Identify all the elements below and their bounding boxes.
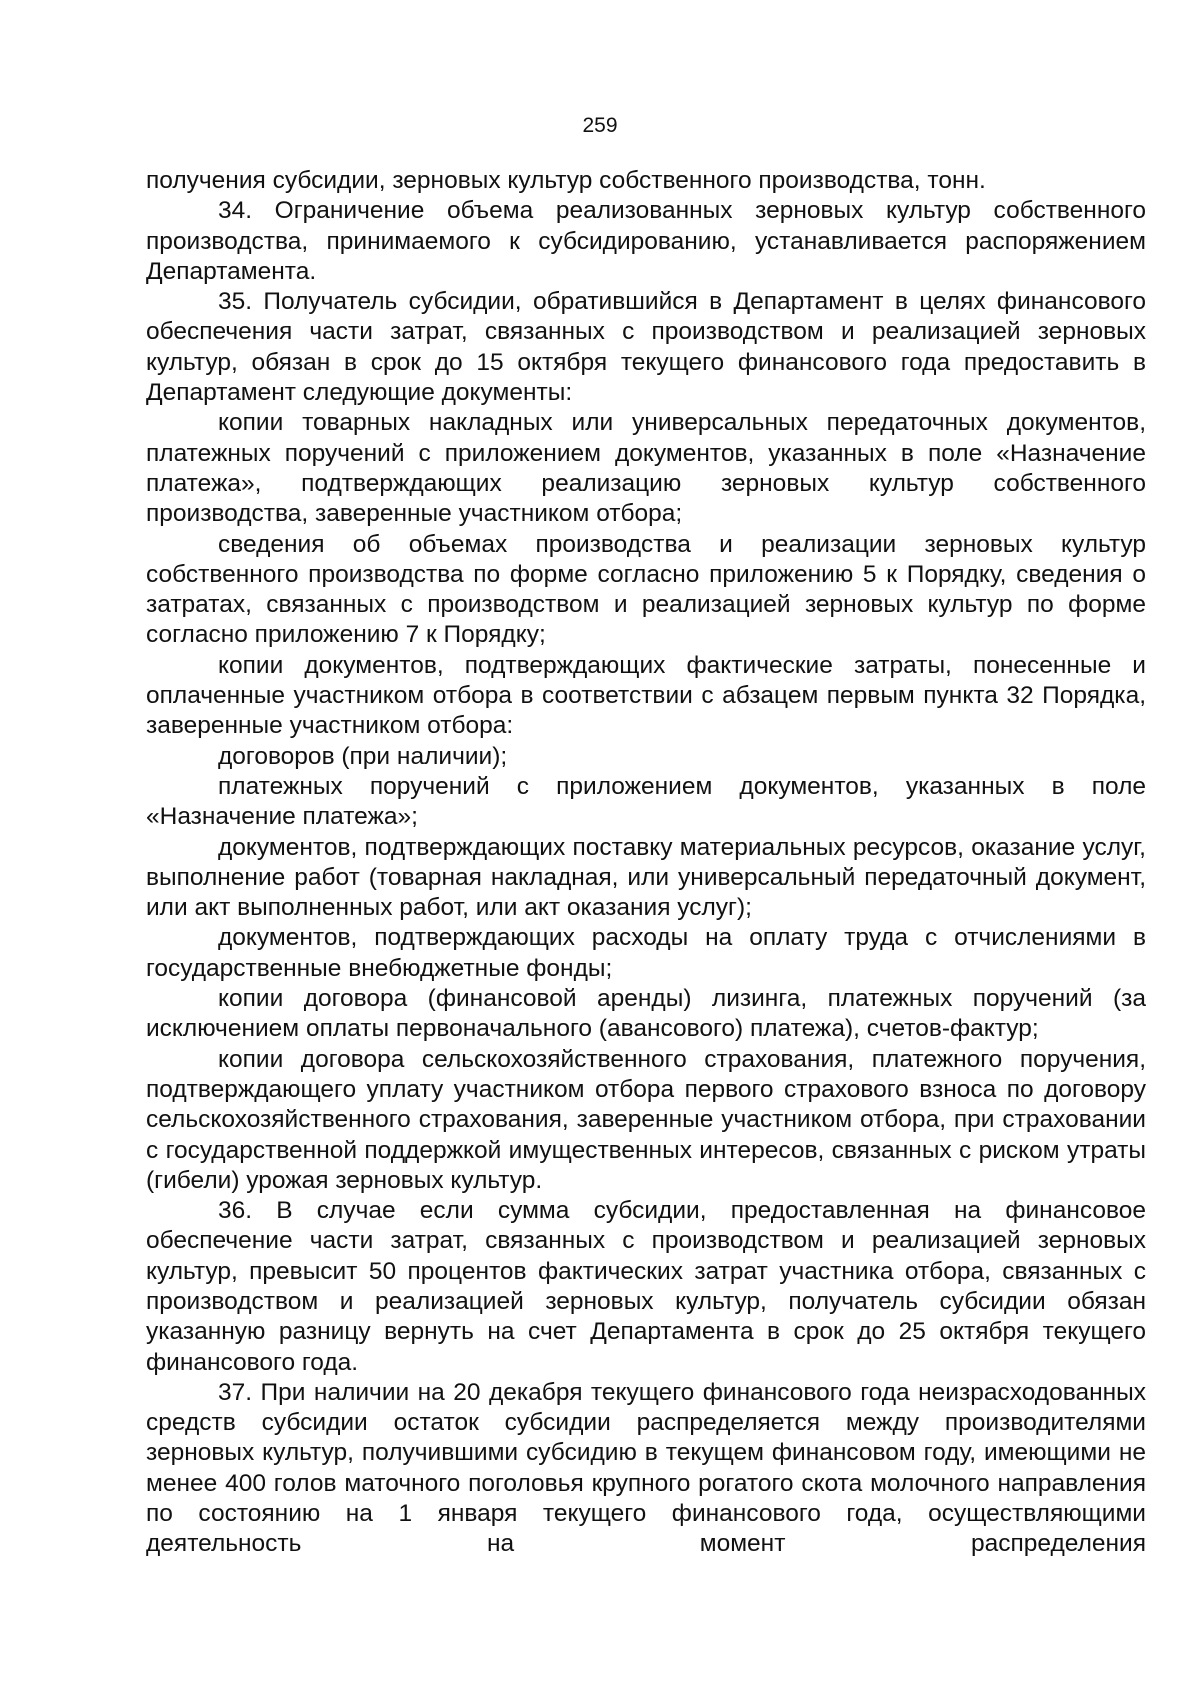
document-body (146, 166, 1146, 1560)
paragraph-expense-documents: копии документов, подтверждающих фактические затраты, понесенные и оплаченные участником отбора в соответствии с абзацем первым пункта 32 Порядка, заверенные участником отбора: (146, 651, 1146, 740)
paragraph-payment-orders: платежных поручений с приложением документов, указанных в поле «Назначение платежа»; (146, 772, 1146, 831)
paragraph-item-37: 37. При наличии на 20 декабря текущего финансового года неизрасходованных средств субсидии остаток субсидии распределяется между производителями зерновых культур, получившими субсидию в текущем финансовом году, имеющими не менее 400 голов маточного поголовья крупного рогатого скота молочного направления по состоянию на 1 января текущего финансового года, осуществляющими деятельность на момент распределения (146, 1378, 1146, 1558)
paragraph-waybill-copies: копии товарных накладных или универсальных передаточных документов, платежных поручений с приложением документов, указанных в поле «Назначение платежа», подтверждающих реализацию зерновых культур собственного производства, заверенные участником отбора; (146, 409, 1146, 528)
paragraph-labor-expenses: документов, подтверждающих расходы на оплату труда с отчислениями в государственные внебюджетные фонды; (146, 924, 1146, 982)
paragraph-supply-documents: документов, подтверждающих поставку материальных ресурсов, оказание услуг, выполнение работ (товарная накладная, или универсальный передаточный документ, или акт выполненных работ, или акт оказания услуг); (146, 833, 1146, 922)
paragraph-leasing: копии договора (финансовой аренды) лизинга, платежных поручений (за исключением оплаты первоначального (авансового) платежа), счетов-фактур; (146, 985, 1146, 1043)
paragraph-item-34: 34. Ограничение объема реализованных зерновых культур собственного производства, принимаемого к субсидированию, устанавливается распоряжением Департамента. (146, 197, 1146, 285)
page-number: 259 (582, 114, 618, 137)
paragraph-item-35: 35. Получатель субсидии, обратившийся в Департамент в целях финансового обеспечения части затрат, связанных с производством и реализацией зерновых культур, обязан в срок до 15 октября текущего финансового года предоставить в Департамент следующие документы: (146, 288, 1146, 407)
paragraph-production-info: сведения об объемах производства и реализации зерновых культур собственного производства по форме согласно приложению 5 к Порядку, сведения о затратах, связанных с производством и реализацией зерновых культур по форме согласно приложению 7 к Порядку; (146, 530, 1146, 649)
paragraph-insurance: копии договора сельскохозяйственного страхования, платежного поручения, подтверждающего уплату участником отбора первого страхового взноса по договору сельскохозяйственного страхования, заверенные участником отбора, при страховании с государственной поддержкой имущественных интересов, связанных с риском утраты (гибели) урожая зерновых культур. (146, 1045, 1146, 1194)
paragraph-continuation: получения субсидии, зерновых культур собственного производства, тонн. (146, 167, 986, 194)
paragraph-contracts: договоров (при наличии); (218, 742, 508, 770)
paragraph-item-36: 36. В случае если сумма субсидии, предоставленная на финансовое обеспечение части затрат, связанных с производством и реализацией зерновых культур, превысит 50 процентов фактических затрат участника отбора, связанных с производством и реализацией зерновых культур, получатель субсидии обязан указанную разницу вернуть на счет Департамента в срок до 25 октября текущего финансового года. (146, 1197, 1146, 1376)
